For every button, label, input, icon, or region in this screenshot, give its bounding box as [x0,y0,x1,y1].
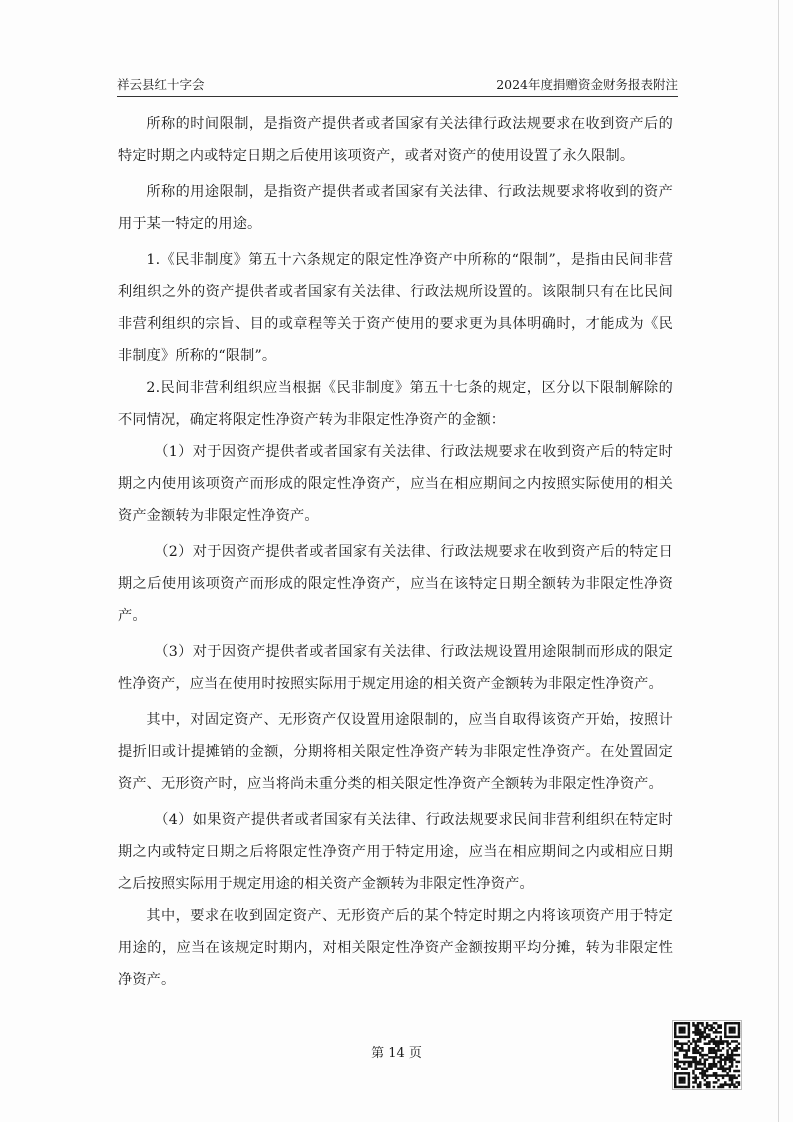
paragraph-subitem-4: （4）如果资产提供者或者国家有关法律、行政法规要求民间非营利组织在特定时期之内或特定日期之后将限定性净资产用于特定用途，应当在相应期间之内或相应日期之后按照实际用于规定用途的相关资产金额转为非限定性净资产。 [118,812,673,892]
paragraph-closing-note: 其中，要求在收到固定资产、无形资产后的某个特定时期之内将该项资产用于特定用途的，应当在该规定时期内，对相关限定性净资产金额按期平均分摊，转为非限定性净资产。 [118,908,673,988]
paragraph-subitem-1: （1）对于因资产提供者或者国家有关法律、行政法规要求在收到资产后的特定时期之内使用该项资产而形成的限定性净资产，应当在相应期间之内按照实际使用的相关资产金额转为非限定性净资产。 [118,444,673,524]
document-body [118,108,673,996]
paragraph-purpose-limit: 所称的用途限制，是指资产提供者或者国家有关法律、行政法规要求将收到的资产用于某一特定的用途。 [118,184,673,232]
page-header [117,76,678,97]
qr-code-graphic [673,1021,741,1089]
page-number: 第 14 页 [371,1046,422,1061]
page-edge-line [778,0,779,1122]
paragraph-item-1: 1.《民非制度》第五十六条规定的限定性净资产中所称的“限制”，是指由民间非营利组织之外的资产提供者或者国家有关法律、行政法规所设置的。该限制只有在比民间非营利组织的宗旨、目的或章程等关于资产使用的要求更为具体明确时，才能成为《民非制度》所称的“限制”。 [118,252,673,364]
paragraph-time-limit: 所称的时间限制，是指资产提供者或者国家有关法律行政法规要求在收到资产后的特定时期之内或特定日期之后使用该项资产，或者对资产的使用设置了永久限制。 [118,116,673,164]
header-doc-title: 2024年度捐赠资金财务报表附注 [496,77,678,92]
paragraph-subitem-2: （2）对于因资产提供者或者国家有关法律、行政法规要求在收到资产后的特定日期之后使用该项资产而形成的限定性净资产，应当在该特定日期全额转为非限定性净资产。 [118,544,673,624]
paragraph-subitem-3: （3）对于因资产提供者或者国家有关法律、行政法规设置用途限制而形成的限定性净资产，应当在使用时按照实际用于规定用途的相关资产金额转为非限定性净资产。 [118,644,673,692]
paragraph-item-2: 2.民间非营利组织应当根据《民非制度》第五十七条的规定，区分以下限制解除的不同情况，确定将限定性净资产转为非限定性净资产的金额： [118,380,673,428]
header-org-name: 祥云县红十字会 [117,77,205,92]
paragraph-fixed-assets-note: 其中，对固定资产、无形资产仅设置用途限制的，应当自取得该资产开始，按照计提折旧或计提摊销的金额，分期将相关限定性净资产转为非限定性净资产。在处置固定资产、无形资产时，应当将尚未重分类的相关限定性净资产全额转为非限定性净资产。 [118,712,673,792]
qr-code-icon [672,1020,742,1090]
